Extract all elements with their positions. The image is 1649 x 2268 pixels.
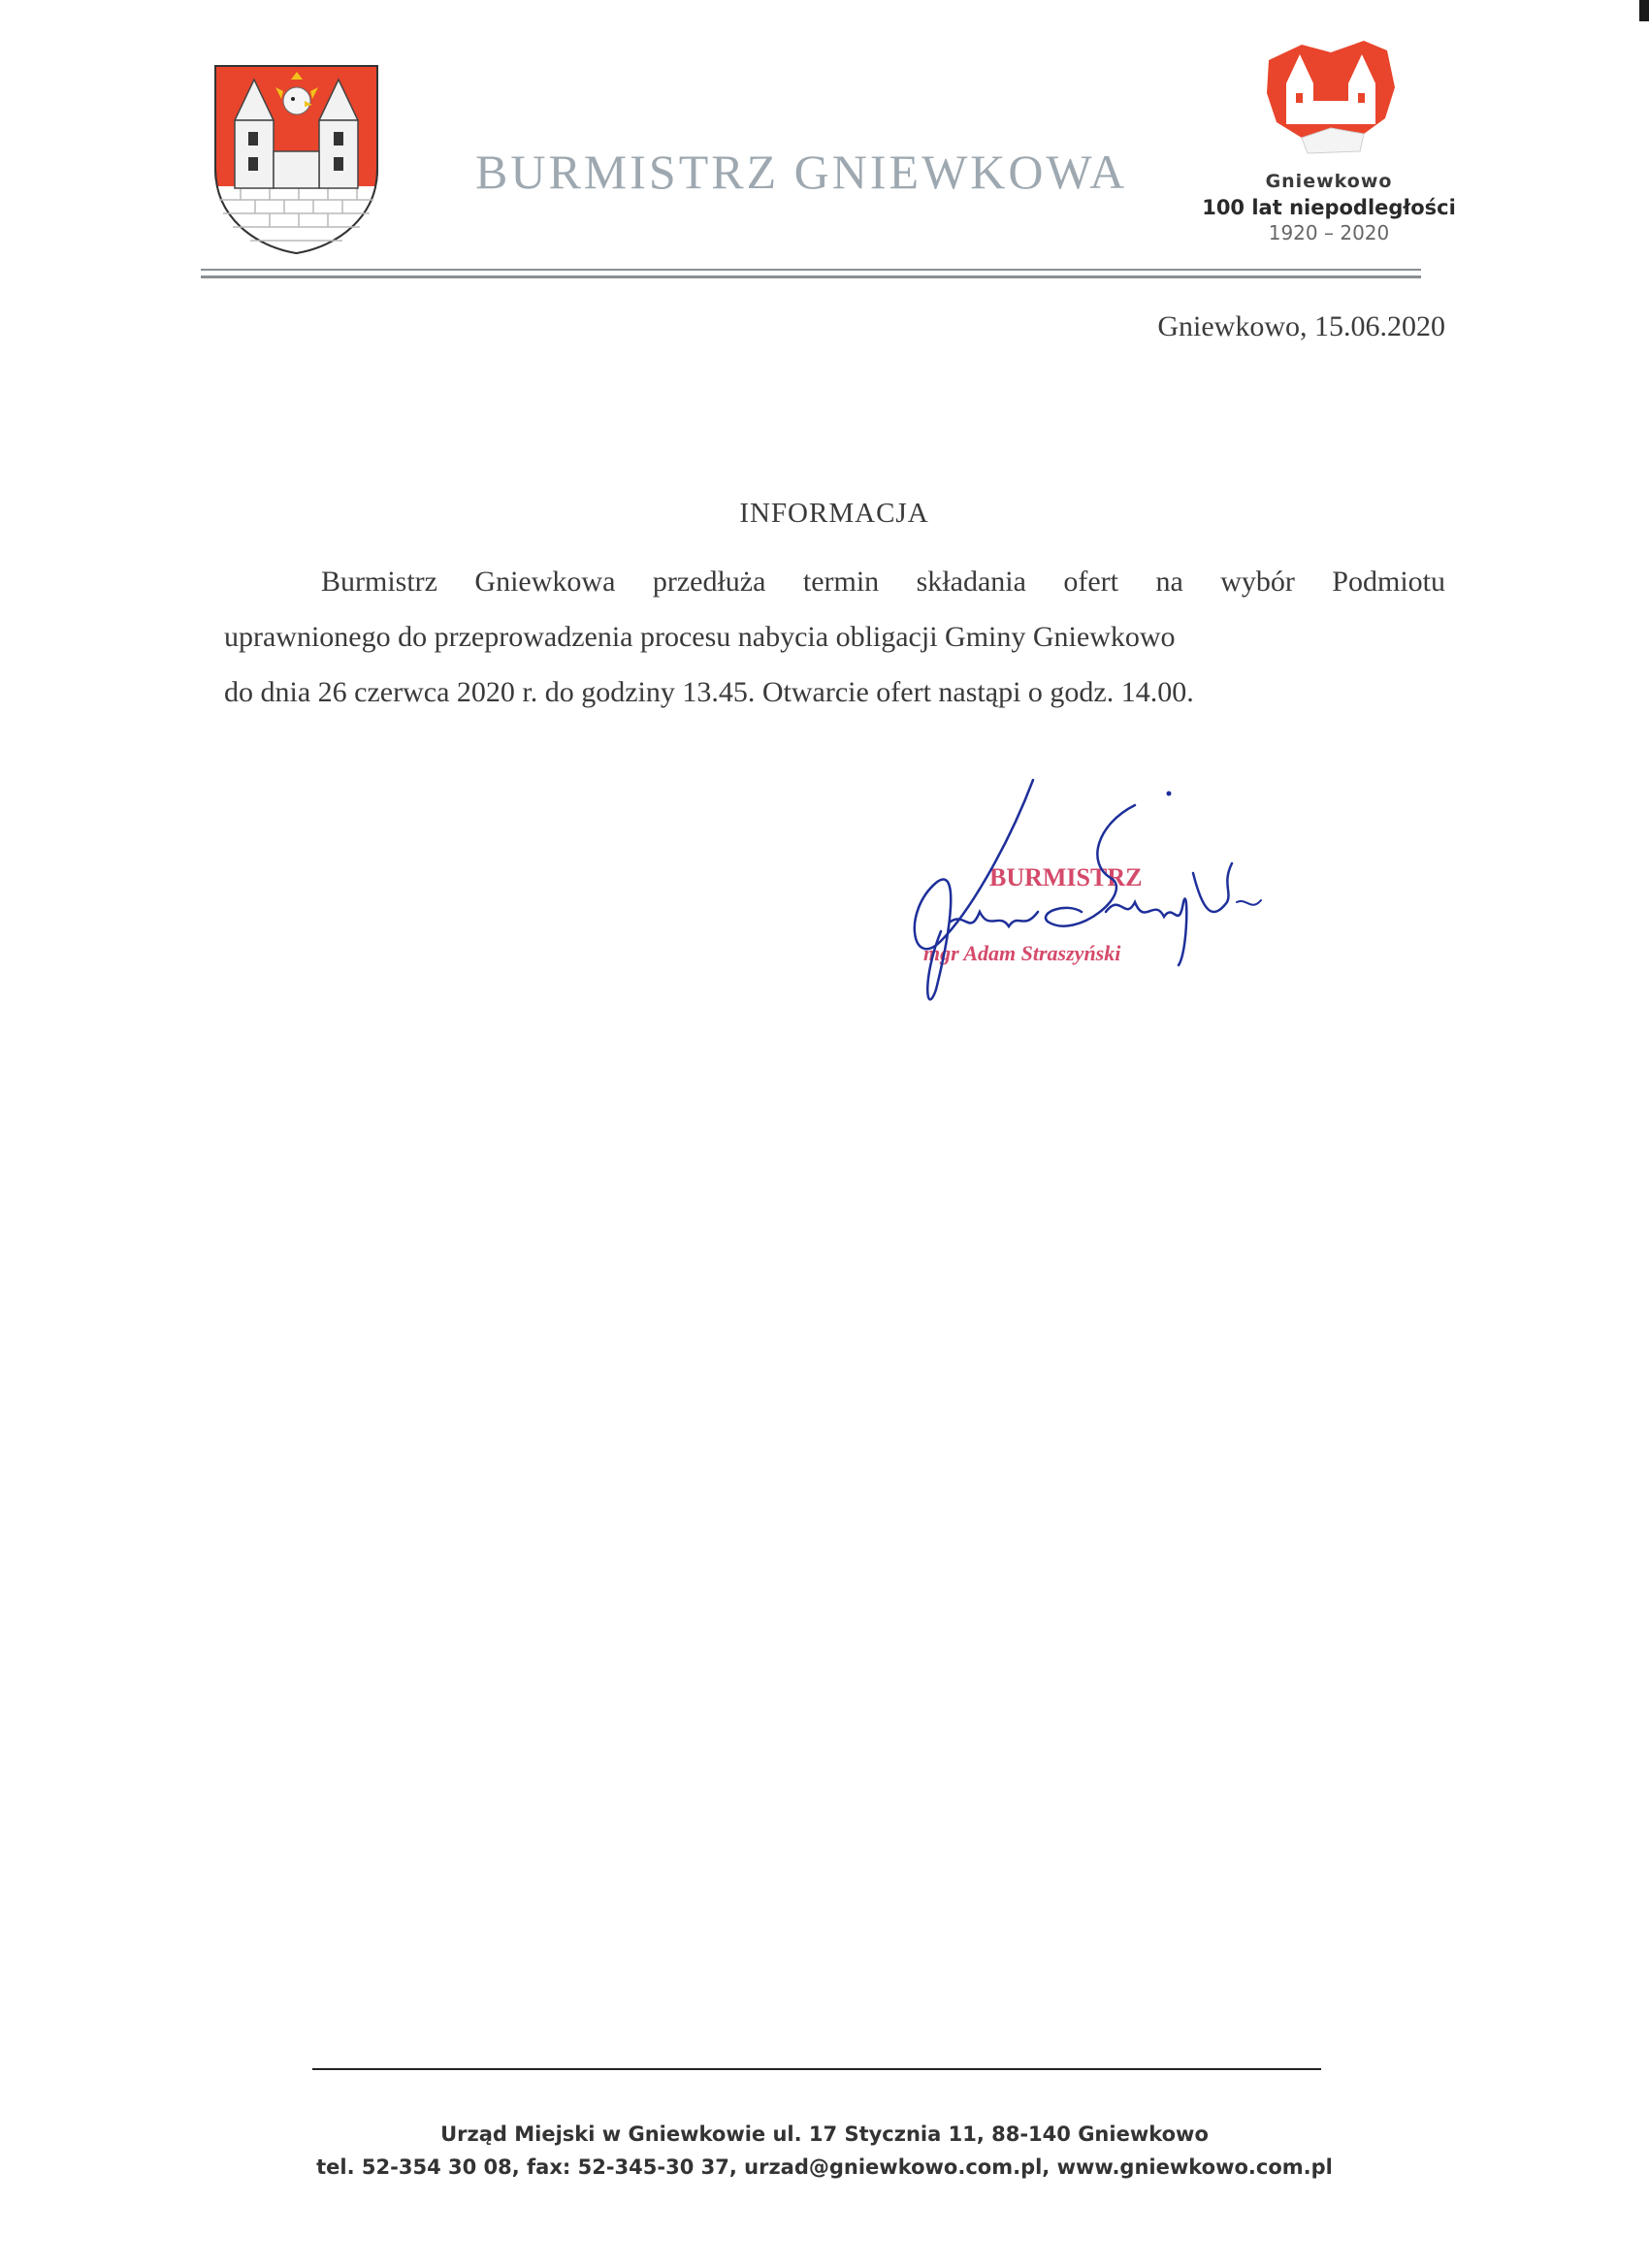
document-heading: INFORMACJA [739,498,929,529]
jubilee-caption [1183,171,1474,244]
signature-block [844,766,1290,1019]
jubilee-logo-icon [1263,37,1399,158]
footer-contacts: tel. 52-354 30 08, fax: 52-345-30 37, urzad@gniewkowo.com.pl, www.gniewkowo.com.pl [316,2155,1333,2179]
footer [0,2118,1649,2184]
jubilee-town: Gniewkowo [1265,171,1393,192]
stamp-name: mgr Adam Straszyński [923,941,1121,965]
header-divider [201,269,1421,278]
scan-edge [1639,0,1649,21]
coat-of-arms-icon [211,62,381,256]
stamp-title: BURMISTRZ [989,863,1143,891]
body-line-3: do dnia 26 czerwca 2020 r. do godziny 13.45. Otwarcie ofert nastąpi o godz. 14.00. [224,676,1194,708]
letterhead-title: BURMISTRZ GNIEWKOWA [475,145,1128,199]
jubilee-years: 1920 – 2020 [1268,221,1390,244]
body-line-2: uprawnionego do przeprowadzenia procesu nabycia obligacji Gminy Gniewkowo [224,621,1176,653]
body-line-1: Burmistrz Gniewkowa przedłuża termin składania ofert na wybór Podmiotu [321,566,1445,598]
jubilee-slogan: 100 lat niepodległości [1202,196,1456,219]
handwritten-signature-icon [844,766,1290,1019]
place-and-date: Gniewkowo, 15.06.2020 [1157,310,1445,342]
footer-divider [312,2068,1321,2070]
footer-address: Urząd Miejski w Gniewkowie ul. 17 Stycznia 11, 88-140 Gniewkowo [440,2122,1209,2146]
